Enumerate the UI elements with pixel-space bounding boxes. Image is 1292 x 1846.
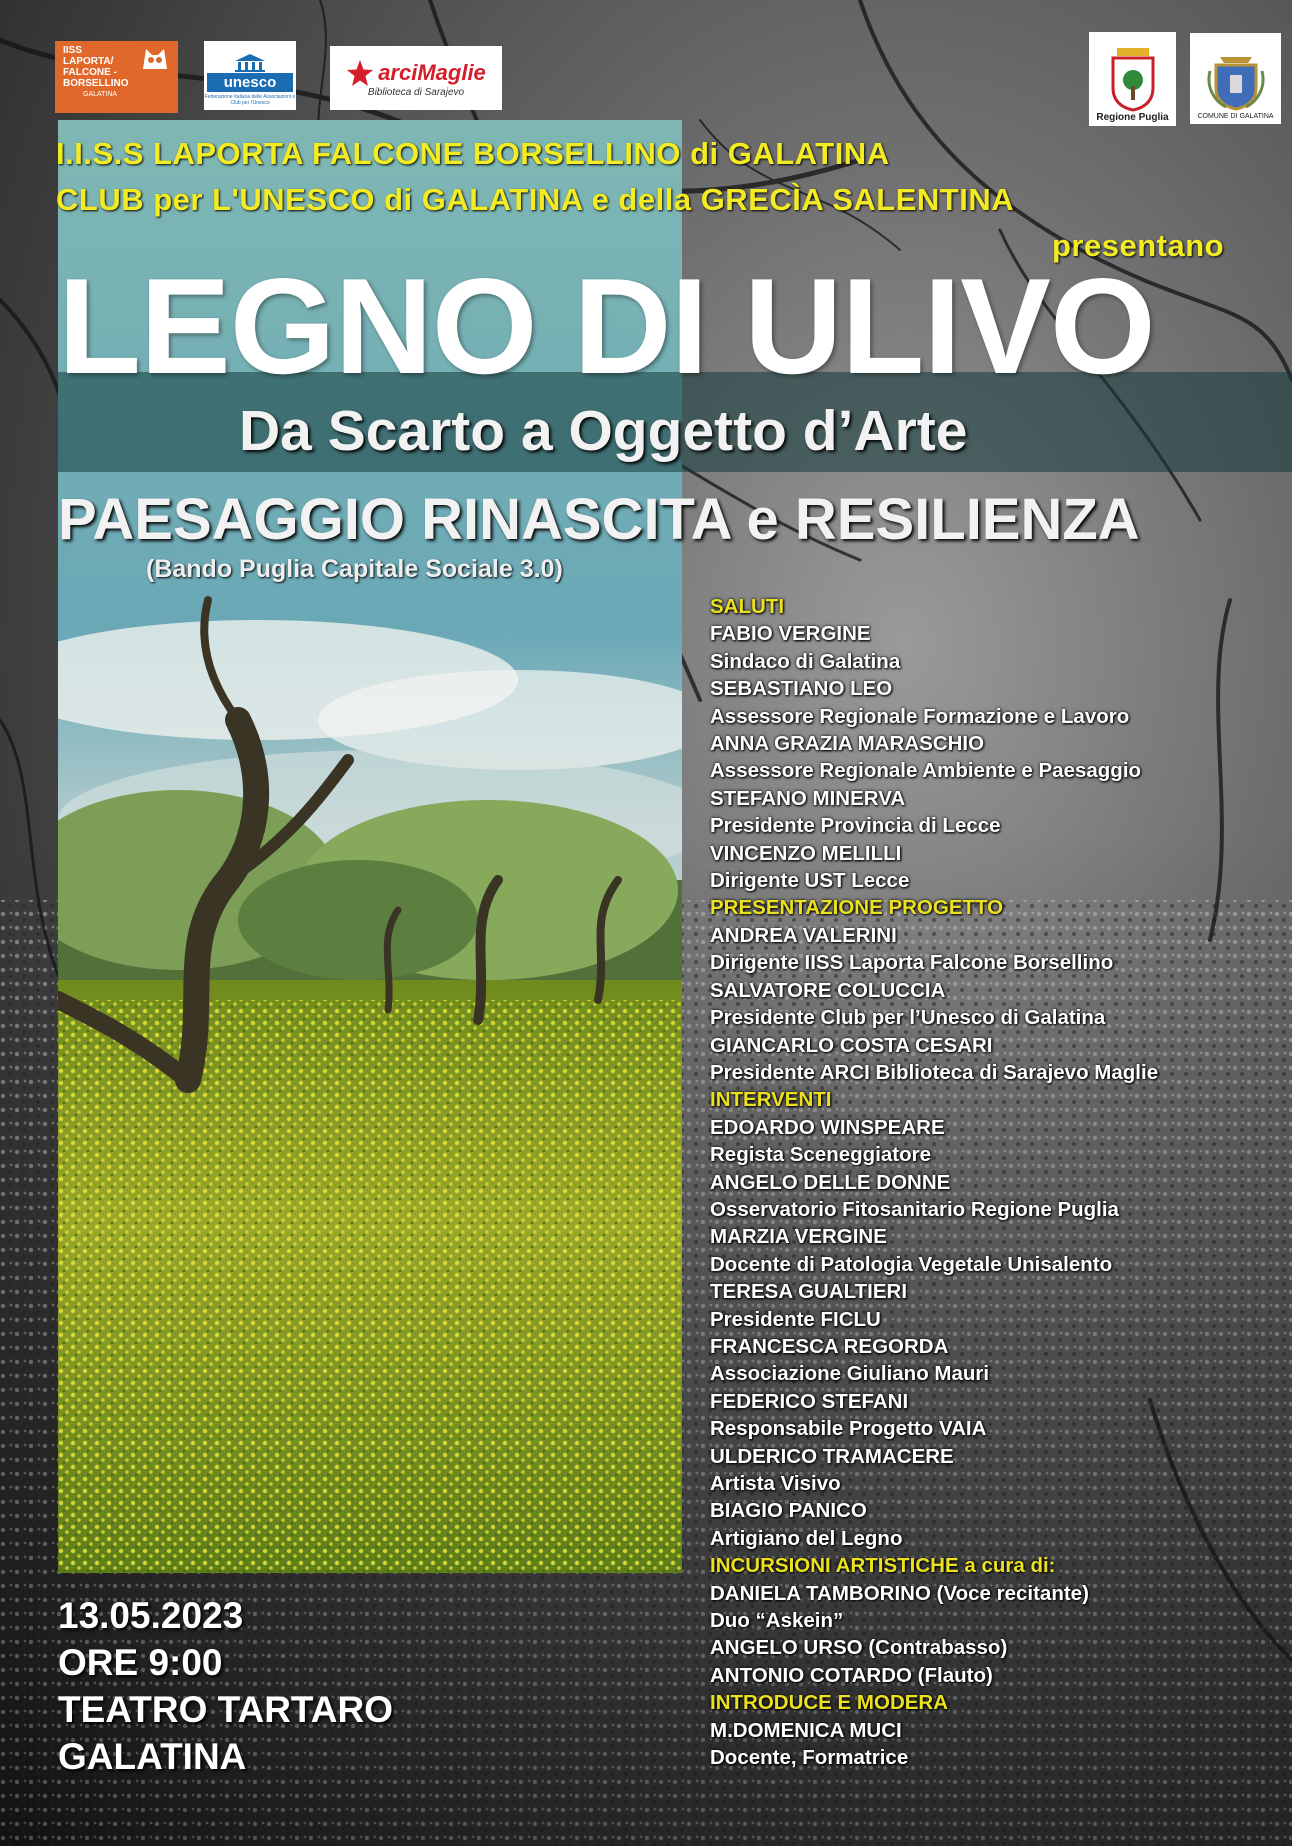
- program-entry: DANIELA TAMBORINO (Voce recitante): [710, 1581, 1089, 1605]
- star-icon: [346, 59, 374, 87]
- iiss-logo-line: BORSELLINO: [63, 78, 129, 89]
- comune-galatina-logo: [1190, 33, 1281, 124]
- program-entry: Docente di Patologia Vegetale Unisalento: [710, 1252, 1113, 1276]
- program-entry: SEBASTIANO LEO: [710, 677, 893, 701]
- program-section-heading: PRESENTAZIONE PROGETTO: [710, 896, 1004, 920]
- program-entry: BIAGIO PANICO: [710, 1499, 867, 1523]
- program-entry: ANNA GRAZIA MARASCHIO: [710, 732, 985, 756]
- iiss-logo-line: GALATINA: [83, 91, 118, 98]
- iiss-logo-line: LAPORTA/: [63, 56, 114, 67]
- event-city: GALATINA: [58, 1736, 247, 1777]
- program-section-heading: INTERVENTI: [710, 1088, 832, 1112]
- program-entry: ANGELO URSO (Contrabasso): [710, 1636, 1008, 1660]
- program-section-heading: SALUTI: [710, 595, 785, 618]
- program-heading-text: INCURSIONI ARTISTICHE a cura di:: [710, 1554, 1056, 1578]
- iiss-school-logo: [55, 41, 178, 113]
- event-tagline: PAESAGGIO RINASCITA e RESILIENZA: [58, 487, 1140, 552]
- iiss-logo-line: IISS: [63, 45, 82, 56]
- program-entry: ULDERICO TRAMACERE: [710, 1444, 954, 1468]
- event-details: [58, 1592, 393, 1780]
- event-subtitle: Da Scarto a Oggetto d’Arte: [239, 399, 968, 463]
- event-venue: TEATRO TARTARO: [58, 1689, 394, 1730]
- event-time: ORE 9:00: [58, 1642, 223, 1683]
- unesco-logo: [204, 41, 296, 110]
- temple-icon: [233, 53, 267, 73]
- program-entry: Artista Visivo: [710, 1472, 841, 1495]
- program-entry: Regista Sceneggiatore: [710, 1143, 932, 1167]
- unesco-wordmark: unesco: [207, 73, 293, 92]
- iiss-logo-line: FALCONE -: [63, 67, 117, 78]
- program-entry: EDOARDO WINSPEARE: [710, 1115, 945, 1139]
- program-entry: FABIO VERGINE: [710, 622, 871, 646]
- program-entry: Assessore Regionale Formazione e Lavoro: [710, 704, 1130, 728]
- program-entry: Duo “Askein”: [710, 1609, 844, 1633]
- program-entry: ANTONIO COTARDO (Flauto): [710, 1663, 993, 1687]
- program-entry: Artigiano del Legno: [710, 1526, 903, 1550]
- organizer-unesco-club: CLUB per L'UNESCO di GALATINA e della GRECÌA SALENTINA: [56, 182, 1015, 217]
- event-date: 13.05.2023: [58, 1595, 244, 1636]
- program-entry: Dirigente UST Lecce: [710, 869, 910, 893]
- program-entry: Presidente Provincia di Lecce: [710, 814, 1001, 838]
- program-entry: MARZIA VERGINE: [710, 1225, 887, 1249]
- program-entry: SALVATORE COLUCCIA: [710, 978, 946, 1002]
- program-entry: ANDREA VALERINI: [710, 923, 897, 947]
- program-entry: Presidente Club per l’Unesco di Galatina: [710, 1006, 1106, 1030]
- arci-tagline: Biblioteca di Sarajevo: [367, 86, 465, 98]
- event-title: LEGNO DI ULIVO: [58, 250, 1155, 402]
- organizer-school: I.I.S.S LAPORTA FALCONE BORSELLINO di GALATINA: [56, 136, 890, 171]
- program-entry: Dirigente IISS Laporta Falcone Borsellino: [710, 951, 1114, 975]
- program-entry: STEFANO MINERVA: [710, 786, 906, 810]
- comune-galatina-label: COMUNE DI GALATINA: [1197, 113, 1274, 120]
- funding-call-note: (Bando Puglia Capitale Sociale 3.0): [146, 555, 563, 583]
- arci-wordmark: arciMaglie: [378, 59, 486, 85]
- program-entry: Associazione Giuliano Mauri: [710, 1362, 990, 1386]
- program-entry: Responsabile Progetto VAIA: [710, 1417, 987, 1441]
- program-entry: Osservatorio Fitosanitario Regione Puglia: [710, 1197, 1119, 1221]
- program-section-heading: [710, 1552, 1158, 1579]
- regione-puglia-label: Regione Puglia: [1096, 112, 1169, 123]
- regional-crest-icon: [1107, 46, 1159, 112]
- program-section-heading: INTRODUCE E MODERA: [710, 1691, 949, 1715]
- program-entry: Presidente ARCI Biblioteca di Sarajevo Maglie: [710, 1060, 1159, 1084]
- program-entry: Presidente FICLU: [710, 1307, 881, 1331]
- unesco-federation-text: Federazione Italiana delle Associazioni e Club per l'Unesco: [204, 94, 296, 106]
- program-entry: FEDERICO STEFANI: [710, 1389, 909, 1413]
- regione-puglia-logo: [1089, 32, 1176, 126]
- program-entry: TERESA GUALTIERI: [710, 1280, 908, 1304]
- program-entry: GIANCARLO COSTA CESARI: [710, 1033, 993, 1057]
- program-entry: Assessore Regionale Ambiente e Paesaggio: [710, 759, 1142, 783]
- program-entry: M.DOMENICA MUCI: [710, 1718, 902, 1742]
- program-entry: FRANCESCA REGORDA: [710, 1334, 949, 1358]
- municipal-crest-icon: [1206, 51, 1266, 113]
- presentano-label: presentano: [1052, 228, 1225, 263]
- arci-maglie-logo: [330, 46, 502, 110]
- program-entry: ANGELO DELLE DONNE: [710, 1170, 951, 1194]
- program-entry: Docente, Formatrice: [710, 1746, 909, 1770]
- program-list: [710, 593, 1158, 1771]
- owl-icon: [140, 45, 170, 71]
- program-entry: Sindaco di Galatina: [710, 649, 901, 673]
- program-entry: VINCENZO MELILLI: [710, 841, 902, 865]
